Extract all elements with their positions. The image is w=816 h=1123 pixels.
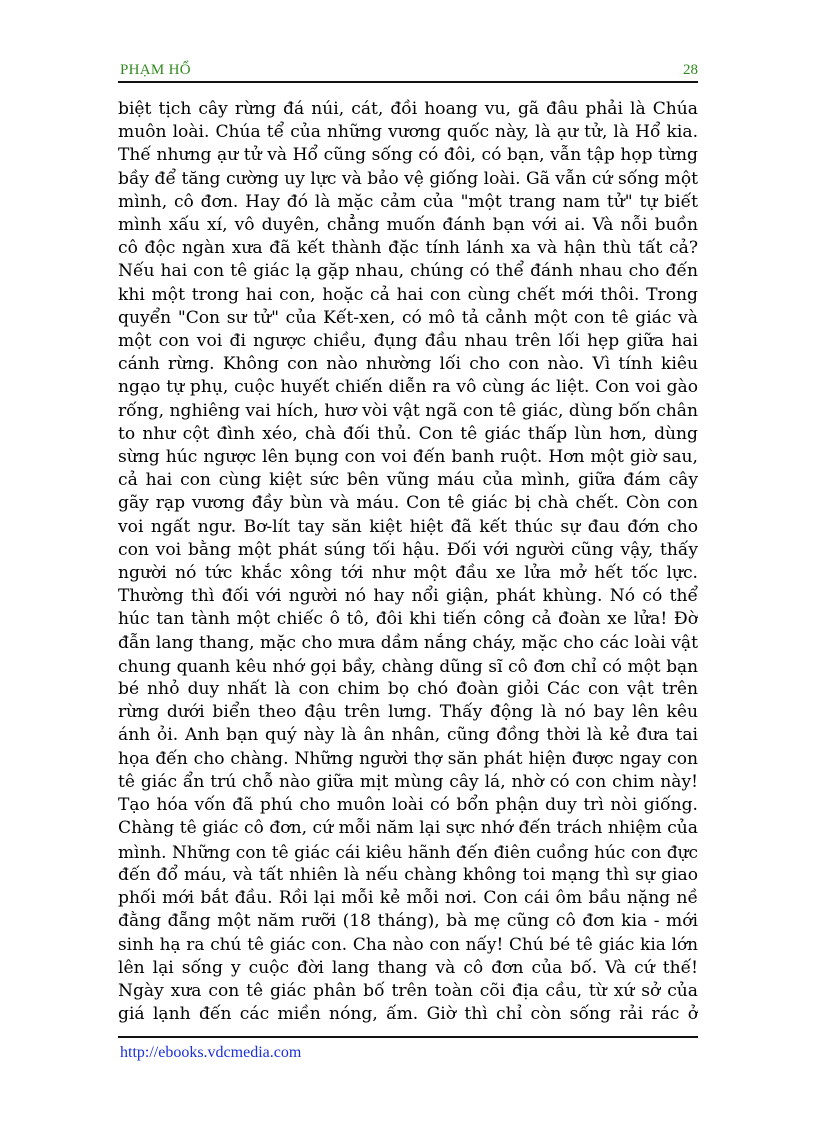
text-line: tê giác ẩn trú chỗ nào giữa mịt mùng cây lá, nhờ có con chim này! <box>118 771 698 792</box>
body-text <box>118 98 698 1026</box>
text-line: họa đến cho chàng. Những người thợ săn phát hiện được ngay con <box>118 748 698 769</box>
text-line: quyển "Con sư tử" của Kết-xen, có mô tả cảnh một con tê giác và <box>118 307 698 328</box>
text-line: đằng đẵng một năm rưỡi (18 tháng), bà mẹ cũng cô đơn kia - mới <box>118 911 698 932</box>
text-line: voi ngất ngư. Bơ-lít tay săn kiệt hiệt đã kết thúc sự đau đớn cho <box>118 516 698 537</box>
header-rule <box>118 81 698 83</box>
text-line: mình, cô đơn. Hay đó là mặc cảm của "một trang nam tử" tự biết <box>118 191 698 212</box>
text-line: rừng dưới biển theo đậu trên lưng. Thấy động là nó bay lên kêu <box>118 702 698 723</box>
text-line: chung quanh kêu nhớ gọi bầy, chàng dũng sĩ cô đơn chỉ có một bạn <box>118 655 698 676</box>
text-line: ánh ỏi. Anh bạn quý này là ân nhân, cũng đồng thời là kẻ đưa tai <box>118 725 698 746</box>
text-line: Thế nhưng ạư tử và Hổ cũng sống có đôi, có bạn, vẫn tập họp từng <box>118 145 698 166</box>
text-line: bé nhỏ duy nhất là con chim bọ chó đoàn giỏi Các con vật trên <box>118 679 698 700</box>
text-line: húc tan tành một chiếc ô tô, đôi khi tiến công cả đoàn xe lửa! Đờ <box>118 609 698 630</box>
text-line: sừng húc ngược lên bụng con voi đến banh ruột. Hơn một giờ sau, <box>118 447 698 468</box>
text-line: to như cột đình xéo, chà đối thủ. Con tê giác thấp lùn hơn, dùng <box>118 423 698 444</box>
text-line: biệt tịch cây rừng đá núi, cát, đồi hoang vu, gã đâu phải là Chúa <box>118 99 698 119</box>
text-line: cả hai con cùng kiệt sức bên vũng máu của mình, giữa đám cây <box>118 470 698 491</box>
text-line: Nếu hai con tê giác lạ gặp nhau, chúng có thể đánh nhau cho đến <box>118 261 698 282</box>
text-line: rống, nghiêng vai hích, hươ vòi vật ngã con tê giác, dùng bốn chân <box>118 400 698 421</box>
header-author: PHẠM HỔ <box>120 62 191 78</box>
footer-rule <box>118 1036 698 1038</box>
text-line: Tạo hóa vốn đã phú cho muôn loài có bổn phận duy trì nòi giống. <box>118 795 698 816</box>
text-line: ngạo tự phụ, cuộc huyết chiến diễn ra vô cùng ác liệt. Con voi gào <box>118 377 698 398</box>
text-line: con voi bằng một phát súng tối hậu. Đối với người cũng vậy, thấy <box>118 539 698 560</box>
text-line: giá lạnh đến các miền nóng, ấm. Giờ thì chỉ còn sống rải rác ở <box>118 1003 698 1024</box>
text-line: gãy rạp vương đầy bùn và máu. Con tê giác bị chà chết. Còn con <box>118 493 698 514</box>
text-line: mình xấu xí, vô duyên, chẳng muốn đánh bạn với ai. Và nỗi buồn <box>118 215 698 236</box>
text-line: Ngày xưa con tê giác phân bố trên toàn cõi địa cầu, từ xứ sở của <box>118 980 698 1001</box>
page-number: 28 <box>683 62 698 78</box>
text-line: cánh rừng. Không con nào nhường lối cho con nào. Vì tính kiêu <box>118 354 698 375</box>
text-line: khi một trong hai con, hoặc cả hai con cùng chết mới thôi. Trong <box>118 284 698 305</box>
text-line: đến đổ máu, và tất nhiên là nếu chàng không toi mạng thì sự giao <box>118 864 698 885</box>
text-line: người nó tức khắc xông tới như một đầu xe lửa mở hết tốc lực. <box>118 563 698 584</box>
footer-link[interactable]: http://ebooks.vdcmedia.com <box>120 1044 302 1061</box>
text-line: Thường thì đối với người nó hay nổi giận, phát khùng. Nó có thể <box>118 586 698 607</box>
text-line: một con voi đi ngược chiều, đụng đầu nhau trên lối hẹp giữa hai <box>118 331 698 352</box>
text-line: phối mới bắt đầu. Rồi lại mỗi kẻ mỗi nơi. Con cái ôm bầu nặng nề <box>118 887 698 908</box>
text-line: đẫn lang thang, mặc cho mưa dầm nắng cháy, mặc cho các loài vật <box>118 632 698 653</box>
text-line: muôn loài. Chúa tể của những vương quốc này, là ạư tử, là Hổ kia. <box>118 122 698 143</box>
text-line: cô độc ngàn xưa đã kết thành đặc tính lánh xa và hận thù tất cả? <box>118 238 698 259</box>
text-line: mình. Những con tê giác cái kiêu hãnh đến điên cuồng húc con đực <box>118 841 698 862</box>
text-line: sinh hạ ra chú tê giác con. Cha nào con nấy! Chú bé tê giác kia lớn <box>118 934 698 955</box>
text-line: Chàng tê giác cô đơn, cứ mỗi năm lại sực nhớ đến trách nhiệm của <box>118 818 698 839</box>
text-line: lên lại sống y cuộc đời lang thang và cô đơn của bố. Và cứ thế! <box>118 957 698 978</box>
text-line: bầy để tăng cường uy lực và bảo vệ giống loài. Gã vẫn cứ sống một <box>118 168 698 189</box>
